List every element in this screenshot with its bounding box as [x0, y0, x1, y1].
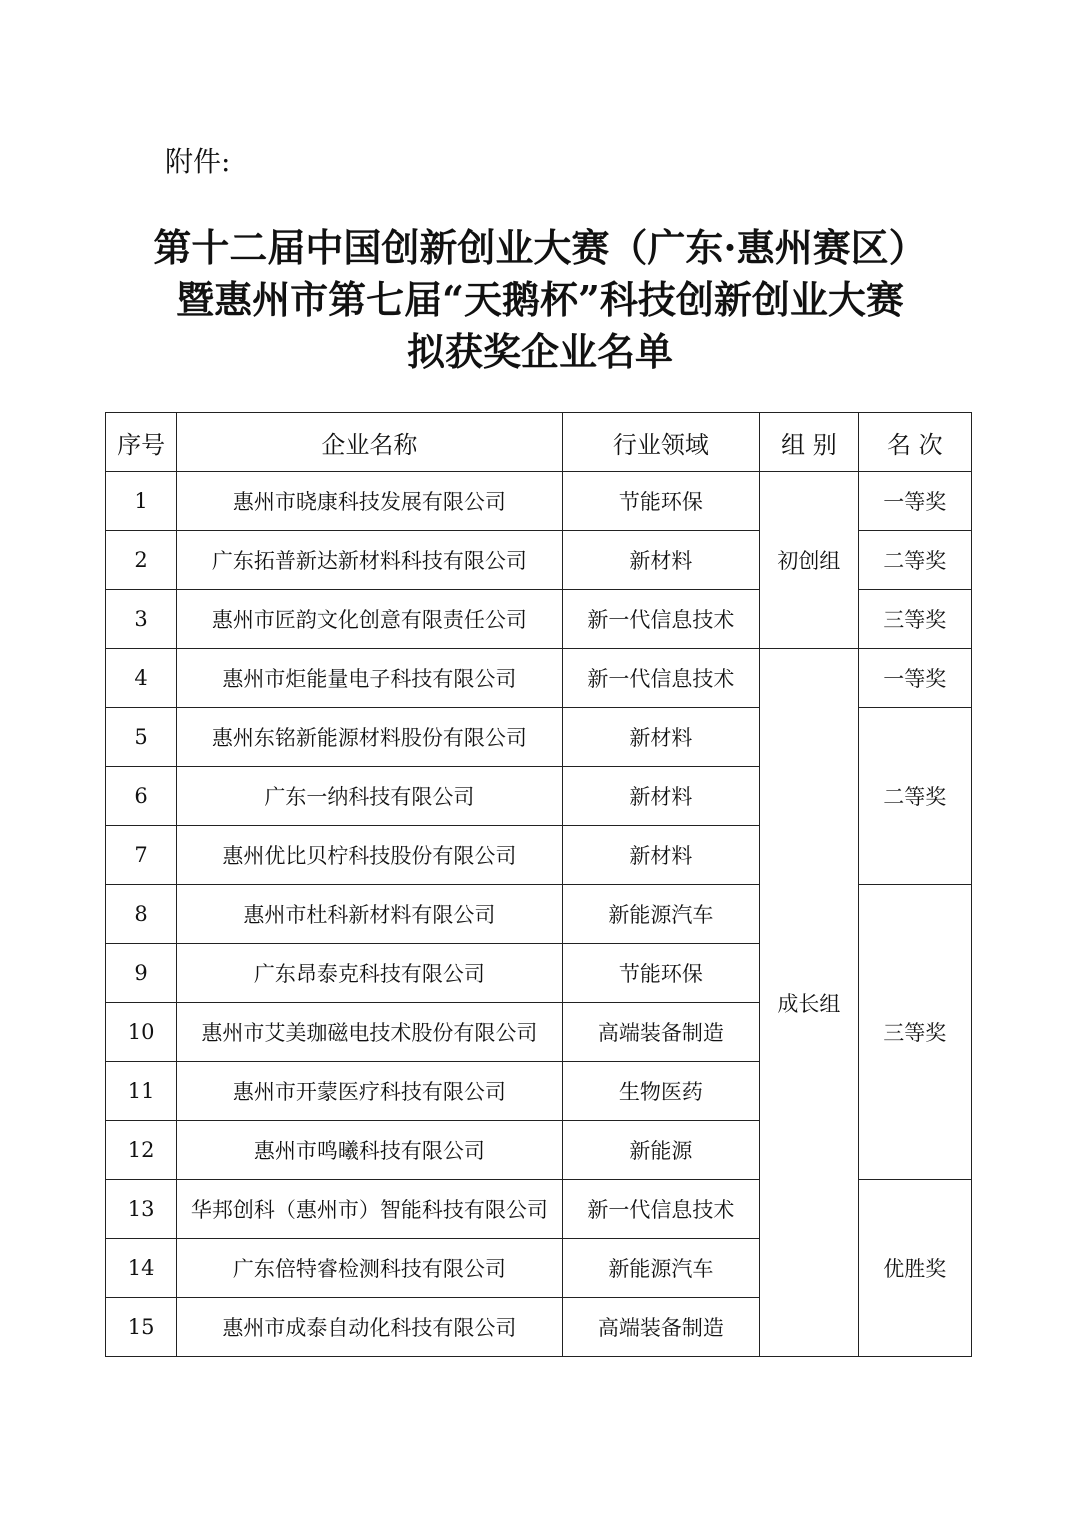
header-group: 组 别 [760, 413, 858, 472]
industry: 新材料 [562, 708, 760, 767]
row-index: 14 [106, 1239, 177, 1298]
industry: 新材料 [562, 531, 760, 590]
industry: 新能源汽车 [562, 1239, 760, 1298]
table-header-row [106, 413, 972, 472]
industry: 新一代信息技术 [562, 1180, 760, 1239]
row-index: 13 [106, 1180, 177, 1239]
table-row [106, 472, 972, 531]
page-title-line-2: 暨惠州市第七届“天鹅杯”科技创新创业大赛 [176, 277, 904, 322]
rank-growth-first: 一等奖 [858, 649, 971, 708]
industry: 新能源汽车 [562, 885, 760, 944]
row-index: 1 [106, 472, 177, 531]
group-growth: 成长组 [760, 649, 858, 1357]
company-name: 广东一纳科技有限公司 [177, 767, 562, 826]
header-rank: 名 次 [858, 413, 971, 472]
row-index: 8 [106, 885, 177, 944]
row-index: 7 [106, 826, 177, 885]
company-name: 惠州市鸣曦科技有限公司 [177, 1121, 562, 1180]
group-startup: 初创组 [760, 472, 858, 649]
company-name: 惠州东铭新能源材料股份有限公司 [177, 708, 562, 767]
rank-startup-third: 三等奖 [858, 590, 971, 649]
industry: 生物医药 [562, 1062, 760, 1121]
company-name: 惠州市晓康科技发展有限公司 [177, 472, 562, 531]
industry: 新一代信息技术 [562, 649, 760, 708]
rank-growth-excellence: 优胜奖 [858, 1180, 971, 1357]
page-title-line-1: 第十二届中国创新创业大赛（广东·惠州赛区） [153, 225, 927, 270]
row-index: 15 [106, 1298, 177, 1357]
table-row [106, 649, 972, 708]
row-index: 12 [106, 1121, 177, 1180]
company-name: 惠州市开蒙医疗科技有限公司 [177, 1062, 562, 1121]
company-name: 惠州市炬能量电子科技有限公司 [177, 649, 562, 708]
header-company-name: 企业名称 [177, 413, 562, 472]
company-name: 广东拓普新达新材料科技有限公司 [177, 531, 562, 590]
company-name: 惠州优比贝柠科技股份有限公司 [177, 826, 562, 885]
company-name: 惠州市成泰自动化科技有限公司 [177, 1298, 562, 1357]
industry: 高端装备制造 [562, 1003, 760, 1062]
company-name: 华邦创科（惠州市）智能科技有限公司 [177, 1180, 562, 1239]
award-table [105, 412, 972, 1357]
industry: 节能环保 [562, 472, 760, 531]
row-index: 11 [106, 1062, 177, 1121]
rank-startup-second: 二等奖 [858, 531, 971, 590]
row-index: 4 [106, 649, 177, 708]
row-index: 3 [106, 590, 177, 649]
rank-growth-third: 三等奖 [858, 885, 971, 1180]
company-name: 广东倍特睿检测科技有限公司 [177, 1239, 562, 1298]
company-name: 惠州市匠韵文化创意有限责任公司 [177, 590, 562, 649]
row-index: 9 [106, 944, 177, 1003]
header-index: 序号 [106, 413, 177, 472]
attachment-label: 附件: [165, 145, 231, 178]
rank-startup-first: 一等奖 [858, 472, 971, 531]
industry: 新一代信息技术 [562, 590, 760, 649]
row-index: 5 [106, 708, 177, 767]
row-index: 2 [106, 531, 177, 590]
industry: 新能源 [562, 1121, 760, 1180]
company-name: 惠州市杜科新材料有限公司 [177, 885, 562, 944]
industry: 新材料 [562, 826, 760, 885]
industry: 新材料 [562, 767, 760, 826]
rank-growth-second: 二等奖 [858, 708, 971, 885]
page-title-line-3: 拟获奖企业名单 [406, 329, 673, 374]
company-name: 广东昂泰克科技有限公司 [177, 944, 562, 1003]
header-industry: 行业领域 [562, 413, 760, 472]
industry: 节能环保 [562, 944, 760, 1003]
industry: 高端装备制造 [562, 1298, 760, 1357]
row-index: 10 [106, 1003, 177, 1062]
row-index: 6 [106, 767, 177, 826]
company-name: 惠州市艾美珈磁电技术股份有限公司 [177, 1003, 562, 1062]
